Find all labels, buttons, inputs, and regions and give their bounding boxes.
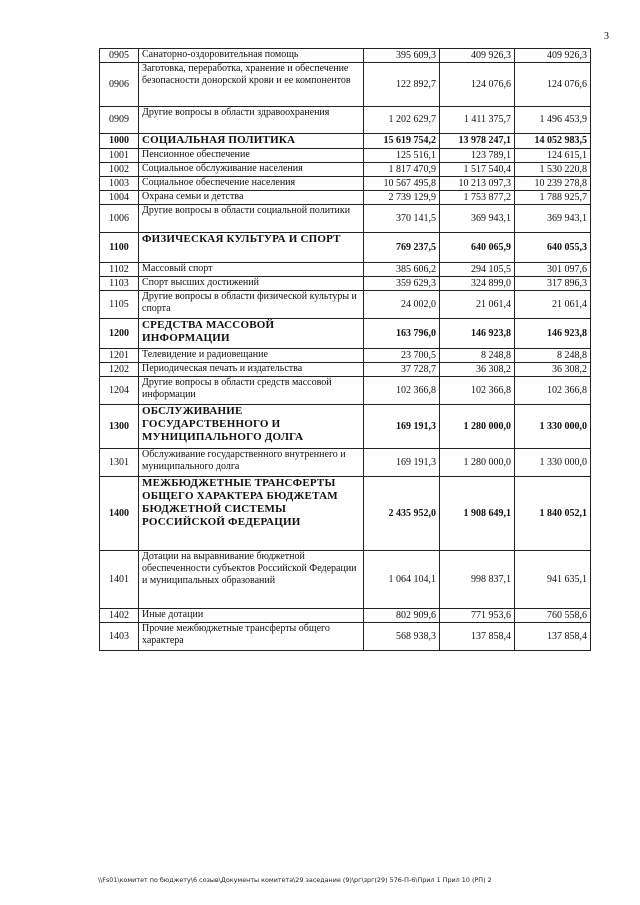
row-value-1: 1 064 104,1 (364, 551, 440, 609)
row-name: ФИЗИЧЕСКАЯ КУЛЬТУРА И СПОРТ (139, 233, 364, 263)
table-row (100, 149, 591, 163)
table-row (100, 449, 591, 477)
row-name: Обслуживание государственного внутреннего и муниципального долга (139, 449, 364, 477)
budget-table (99, 48, 591, 651)
page-number: 3 (604, 31, 609, 42)
table-row (100, 551, 591, 609)
row-value-3: 10 239 278,8 (515, 177, 591, 191)
row-value-1: 2 739 129,9 (364, 191, 440, 205)
table-row (100, 277, 591, 291)
row-value-2: 409 926,3 (440, 49, 515, 63)
row-name: Дотации на выравнивание бюджетной обеспеченности субъектов Российской Федерации и муниципальных образований (139, 551, 364, 609)
row-name: СРЕДСТВА МАССОВОЙ ИНФОРМАЦИИ (139, 319, 364, 349)
row-value-3: 1 788 925,7 (515, 191, 591, 205)
row-name: Телевидение и радиовещание (139, 349, 364, 363)
row-value-3: 317 896,3 (515, 277, 591, 291)
row-value-1: 122 892,7 (364, 63, 440, 107)
row-code: 1202 (100, 363, 139, 377)
row-code: 1301 (100, 449, 139, 477)
row-value-3: 8 248,8 (515, 349, 591, 363)
row-value-2: 1 908 649,1 (440, 477, 515, 551)
row-value-2: 124 076,6 (440, 63, 515, 107)
row-value-1: 102 366,8 (364, 377, 440, 405)
row-name: Другие вопросы в области средств массовой информации (139, 377, 364, 405)
row-code: 0909 (100, 107, 139, 134)
row-value-3: 1 840 052,1 (515, 477, 591, 551)
row-code: 0905 (100, 49, 139, 63)
row-value-3: 137 858,4 (515, 623, 591, 651)
row-value-2: 1 517 540,4 (440, 163, 515, 177)
row-code: 1004 (100, 191, 139, 205)
row-value-2: 137 858,4 (440, 623, 515, 651)
row-code: 1002 (100, 163, 139, 177)
row-value-2: 10 213 097,3 (440, 177, 515, 191)
row-code: 1103 (100, 277, 139, 291)
table-row (100, 191, 591, 205)
row-value-2: 998 837,1 (440, 551, 515, 609)
table-row (100, 49, 591, 63)
row-value-3: 1 496 453,9 (515, 107, 591, 134)
row-value-2: 771 953,6 (440, 609, 515, 623)
table-row (100, 263, 591, 277)
table-row (100, 349, 591, 363)
row-value-1: 10 567 495,8 (364, 177, 440, 191)
row-code: 1100 (100, 233, 139, 263)
table-row-section (100, 134, 591, 149)
row-value-3: 301 097,6 (515, 263, 591, 277)
row-value-2: 146 923,8 (440, 319, 515, 349)
row-value-3: 1 330 000,0 (515, 449, 591, 477)
row-code: 1006 (100, 205, 139, 233)
row-code: 1003 (100, 177, 139, 191)
row-code: 1401 (100, 551, 139, 609)
row-name: Санаторно-оздоровительная помощь (139, 49, 364, 63)
row-name: Заготовка, переработка, хранение и обеспечение безопасности донорской крови и ее компонентов (139, 63, 364, 107)
row-value-3: 124 615,1 (515, 149, 591, 163)
document-path-footer: \\Fs01\комитет по бюджету\6 созыв\Документы комитета\29 заседание (9)\рг\зрг(29) 576-П-6\Прил 1 Прил 10 (РП) 2 (98, 876, 492, 884)
row-value-2: 1 280 000,0 (440, 405, 515, 449)
row-value-1: 359 629,3 (364, 277, 440, 291)
row-value-1: 15 619 754,2 (364, 134, 440, 149)
row-value-1: 1 202 629,7 (364, 107, 440, 134)
table-row (100, 363, 591, 377)
row-name: Другие вопросы в области физической культуры и спорта (139, 291, 364, 319)
row-name: СОЦИАЛЬНАЯ ПОЛИТИКА (139, 134, 364, 149)
table-row (100, 163, 591, 177)
row-value-3: 21 061,4 (515, 291, 591, 319)
row-value-1: 802 909,6 (364, 609, 440, 623)
row-value-2: 102 366,8 (440, 377, 515, 405)
row-code: 1001 (100, 149, 139, 163)
row-name: Спорт высших достижений (139, 277, 364, 291)
table-row (100, 63, 591, 107)
row-value-1: 24 002,0 (364, 291, 440, 319)
row-code: 0906 (100, 63, 139, 107)
table-row (100, 377, 591, 405)
row-value-1: 395 609,3 (364, 49, 440, 63)
row-name: Социальное обеспечение населения (139, 177, 364, 191)
row-value-2: 1 411 375,7 (440, 107, 515, 134)
row-value-2: 36 308,2 (440, 363, 515, 377)
table-row (100, 291, 591, 319)
table-row (100, 177, 591, 191)
row-value-2: 294 105,5 (440, 263, 515, 277)
row-name: Другие вопросы в области социальной политики (139, 205, 364, 233)
row-value-1: 169 191,3 (364, 405, 440, 449)
row-value-2: 1 280 000,0 (440, 449, 515, 477)
row-value-2: 324 899,0 (440, 277, 515, 291)
row-code: 1204 (100, 377, 139, 405)
row-value-3: 14 052 983,5 (515, 134, 591, 149)
row-value-2: 123 789,1 (440, 149, 515, 163)
row-code: 1400 (100, 477, 139, 551)
table-row (100, 623, 591, 651)
row-value-1: 370 141,5 (364, 205, 440, 233)
row-value-3: 409 926,3 (515, 49, 591, 63)
row-name: Иные дотации (139, 609, 364, 623)
row-value-3: 146 923,8 (515, 319, 591, 349)
row-code: 1102 (100, 263, 139, 277)
row-value-2: 1 753 877,2 (440, 191, 515, 205)
row-value-1: 1 817 470,9 (364, 163, 440, 177)
row-code: 1403 (100, 623, 139, 651)
row-name: Охрана семьи и детства (139, 191, 364, 205)
row-code: 1300 (100, 405, 139, 449)
row-value-1: 769 237,5 (364, 233, 440, 263)
row-value-2: 13 978 247,1 (440, 134, 515, 149)
row-value-3: 124 076,6 (515, 63, 591, 107)
row-value-1: 37 728,7 (364, 363, 440, 377)
row-name: Социальное обслуживание населения (139, 163, 364, 177)
row-value-3: 36 308,2 (515, 363, 591, 377)
table-row (100, 609, 591, 623)
row-name: Другие вопросы в области здравоохранения (139, 107, 364, 134)
row-code: 1402 (100, 609, 139, 623)
row-value-2: 640 065,9 (440, 233, 515, 263)
row-value-1: 568 938,3 (364, 623, 440, 651)
row-value-3: 102 366,8 (515, 377, 591, 405)
row-name: МЕЖБЮДЖЕТНЫЕ ТРАНСФЕРТЫ ОБЩЕГО ХАРАКТЕРА БЮДЖЕТАМ БЮДЖЕТНОЙ СИСТЕМЫ РОССИЙСКОЙ ФЕДЕРАЦИИ (139, 477, 364, 551)
row-code: 1201 (100, 349, 139, 363)
row-value-1: 2 435 952,0 (364, 477, 440, 551)
row-value-3: 1 530 220,8 (515, 163, 591, 177)
row-name: Прочие межбюджетные трансферты общего характера (139, 623, 364, 651)
row-code: 1000 (100, 134, 139, 149)
row-value-3: 760 558,6 (515, 609, 591, 623)
row-name: Периодическая печать и издательства (139, 363, 364, 377)
table-row-section (100, 319, 591, 349)
row-value-1: 169 191,3 (364, 449, 440, 477)
table-row (100, 205, 591, 233)
table-row (100, 107, 591, 134)
row-name: ОБСЛУЖИВАНИЕ ГОСУДАРСТВЕННОГО И МУНИЦИПАЛЬНОГО ДОЛГА (139, 405, 364, 449)
row-value-1: 163 796,0 (364, 319, 440, 349)
row-name: Массовый спорт (139, 263, 364, 277)
table-row-section (100, 233, 591, 263)
row-value-2: 369 943,1 (440, 205, 515, 233)
row-value-3: 941 635,1 (515, 551, 591, 609)
row-value-1: 23 700,5 (364, 349, 440, 363)
row-value-3: 640 055,3 (515, 233, 591, 263)
row-value-2: 21 061,4 (440, 291, 515, 319)
row-value-3: 369 943,1 (515, 205, 591, 233)
row-code: 1200 (100, 319, 139, 349)
row-value-1: 125 516,1 (364, 149, 440, 163)
row-name: Пенсионное обеспечение (139, 149, 364, 163)
row-value-3: 1 330 000,0 (515, 405, 591, 449)
row-value-2: 8 248,8 (440, 349, 515, 363)
row-code: 1105 (100, 291, 139, 319)
table-row-section (100, 477, 591, 551)
table-row-section (100, 405, 591, 449)
row-value-1: 385 606,2 (364, 263, 440, 277)
